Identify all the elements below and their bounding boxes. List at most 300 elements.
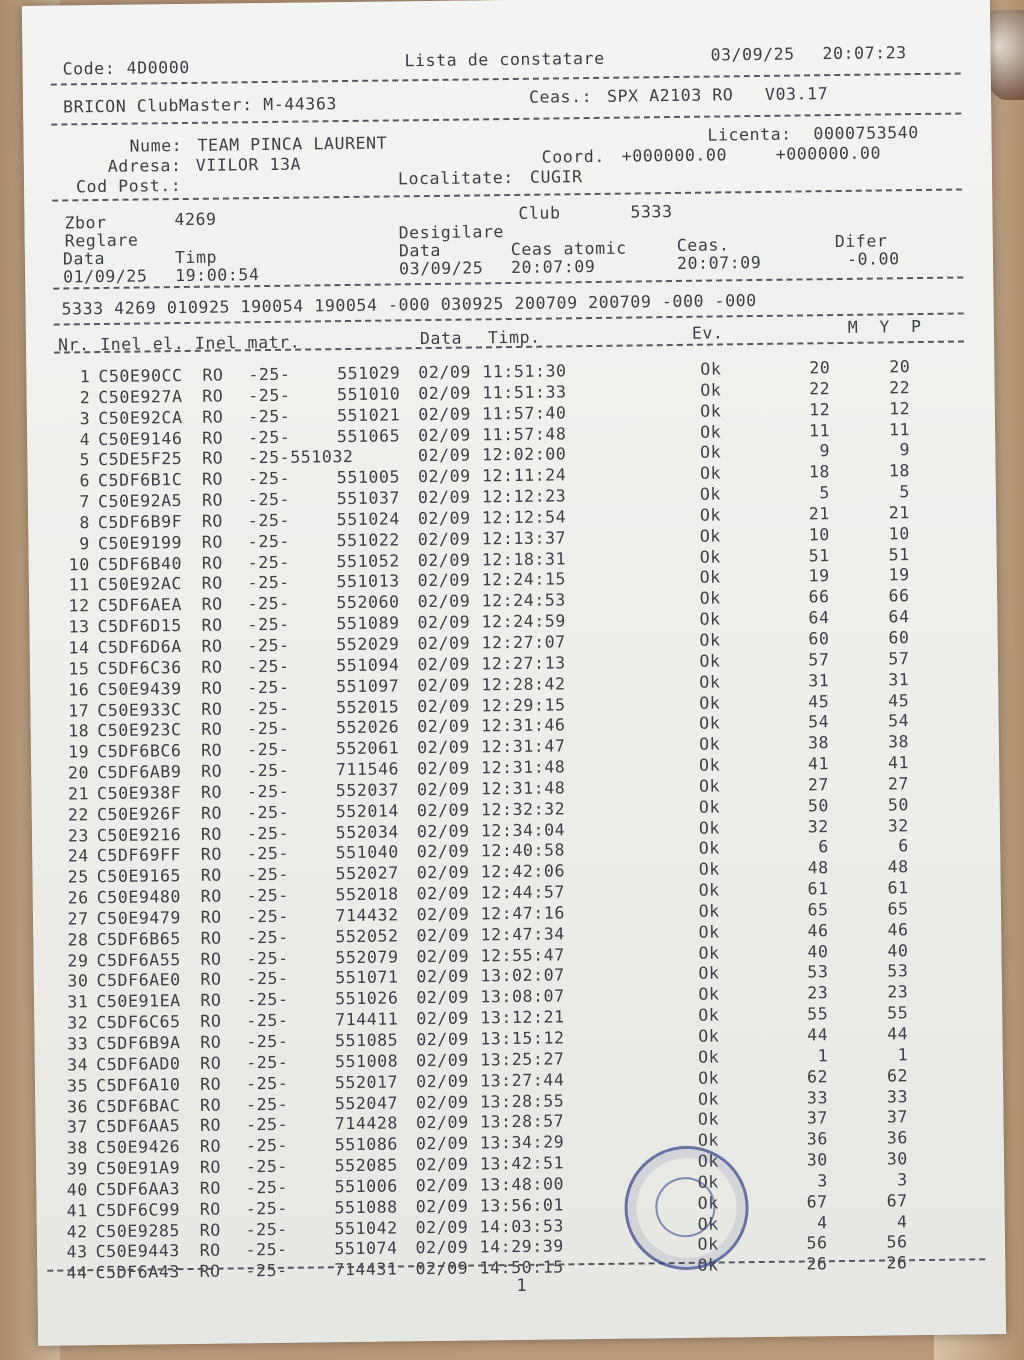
- ring-year: -25-: [245, 1219, 288, 1239]
- arrival-time: 14:29:39: [479, 1236, 565, 1257]
- ring-number: 552029: [336, 634, 400, 655]
- table-header-time: Timp.: [487, 327, 541, 348]
- ring-year: -25-: [247, 739, 290, 760]
- arrival-date: 02/09: [416, 967, 470, 987]
- electronic-ring: C5DF6B40: [97, 553, 183, 574]
- ring-number: 551086: [334, 1134, 399, 1155]
- position-m: 10: [808, 524, 830, 545]
- ring-year: -25-: [246, 865, 290, 885]
- arrival-date: 02/09: [416, 925, 470, 945]
- ring-year: -25-: [247, 594, 290, 614]
- position-p: 5: [899, 482, 911, 502]
- ring-year: -25-: [247, 760, 290, 781]
- event-status: Ok: [699, 484, 722, 504]
- ring-year: -25-: [247, 510, 291, 531]
- arrival-time: 13:08:07: [480, 986, 565, 1007]
- ring-number: 551097: [336, 676, 400, 696]
- ring-number: 551029: [337, 363, 401, 384]
- event-status: Ok: [699, 609, 721, 629]
- position-p: 48: [887, 857, 909, 877]
- ring-year: -25-: [247, 573, 290, 593]
- flight-value: 4269: [174, 209, 217, 230]
- position-m: 36: [806, 1129, 829, 1149]
- position-p: 12: [889, 398, 911, 419]
- arrival-time: 11:51:30: [482, 361, 567, 382]
- row-number: 40: [66, 1180, 88, 1200]
- position-p: 22: [889, 377, 911, 398]
- event-status: Ok: [697, 1255, 719, 1276]
- position-p: 67: [886, 1190, 908, 1211]
- position-m: 4: [816, 1212, 828, 1232]
- arrival-date: 02/09: [415, 1217, 469, 1237]
- arrival-date: 02/09: [416, 841, 470, 862]
- position-p: 65: [887, 899, 909, 919]
- ring-country: RO: [200, 1074, 222, 1094]
- ring-year: -25-: [246, 906, 289, 927]
- ring-year: -25-: [245, 1094, 289, 1114]
- code-label: Code:: [62, 58, 116, 79]
- position-p: 20: [889, 357, 911, 377]
- arrival-time: 14:50:15: [479, 1257, 564, 1278]
- arrival-date: 02/09: [417, 675, 471, 695]
- ring-year: -25-: [245, 1261, 288, 1281]
- table-header-event: Ev.: [691, 323, 724, 343]
- ring-country: RO: [200, 865, 223, 886]
- position-p: 1: [897, 1045, 909, 1065]
- arrival-date: 02/09: [415, 1154, 469, 1175]
- row-number: 7: [79, 492, 91, 512]
- ring-year: -25-: [247, 552, 291, 572]
- electronic-ring: C5DF6B65: [96, 928, 182, 949]
- page-number: 1: [516, 1275, 527, 1297]
- row-number: 43: [66, 1242, 88, 1262]
- ring-year: -25-: [246, 1031, 289, 1052]
- ring-year: -25-: [248, 364, 291, 385]
- position-p: 3: [897, 1170, 908, 1190]
- arrival-date: 02/09: [416, 904, 470, 925]
- position-m: 62: [806, 1066, 829, 1087]
- arrival-date: 02/09: [417, 508, 471, 529]
- ring-country: RO: [201, 594, 223, 615]
- arrival-time: 12:18:31: [481, 548, 567, 569]
- ring-number: 551037: [336, 488, 401, 509]
- position-p: 40: [887, 940, 909, 961]
- event-status: Ok: [699, 588, 721, 609]
- arrival-time: 13:15:12: [480, 1028, 565, 1049]
- event-status: Ok: [698, 818, 721, 838]
- code-value: 4D0000: [126, 57, 190, 78]
- row-number: 10: [68, 554, 90, 575]
- setting-time: 19:00:54: [175, 265, 260, 286]
- position-p: 50: [887, 794, 910, 815]
- position-m: 41: [807, 754, 830, 774]
- electronic-ring: C5DF6B1C: [97, 470, 183, 491]
- electronic-ring: C5DF6D6A: [97, 637, 182, 658]
- locality-label: Localitate:: [397, 167, 514, 189]
- event-status: Ok: [697, 1130, 720, 1151]
- ring-number: 711546: [335, 759, 400, 780]
- ring-country: RO: [201, 469, 224, 490]
- position-p: 62: [886, 1065, 909, 1086]
- position-m: 19: [808, 566, 830, 586]
- position-m: 48: [807, 858, 829, 878]
- row-number: 26: [67, 888, 89, 908]
- ring-country: RO: [200, 928, 222, 948]
- event-status: Ok: [698, 880, 720, 900]
- arrival-time: 12:34:04: [480, 819, 566, 840]
- electronic-ring: C50E9199: [97, 532, 183, 553]
- ring-country: RO: [199, 1199, 221, 1219]
- ring-number: 552085: [334, 1155, 398, 1176]
- position-m: 44: [807, 1025, 829, 1045]
- row-number: 41: [66, 1200, 88, 1221]
- event-status: Ok: [698, 838, 721, 859]
- position-p: 61: [887, 878, 909, 898]
- position-m: 11: [808, 420, 831, 440]
- arrival-date: 02/09: [417, 466, 471, 487]
- unsealing-date: 03/09/25: [398, 258, 484, 279]
- arrival-time: 12:32:32: [480, 799, 566, 820]
- position-p: 30: [886, 1149, 908, 1169]
- electronic-ring: C50E9165: [96, 866, 182, 887]
- ring-number: 551006: [334, 1176, 398, 1197]
- position-p: 64: [888, 607, 910, 627]
- ring-country: RO: [201, 490, 224, 510]
- arrival-time: 11:57:48: [482, 423, 567, 444]
- electronic-ring: C50E9443: [95, 1241, 181, 1262]
- arrival-date: 02/09: [415, 1112, 469, 1133]
- ring-country: RO: [199, 1115, 222, 1136]
- arrival-date: 02/09: [417, 570, 471, 591]
- position-p: 44: [887, 1024, 909, 1044]
- setting-date-label: Data: [62, 248, 106, 269]
- ring-number: 551052: [336, 550, 400, 571]
- event-status: Ok: [699, 713, 721, 734]
- name-value: TEAM PINCA LAURENT: [197, 133, 388, 155]
- arrival-date: 02/09: [415, 1133, 469, 1154]
- arrival-time: 12:12:23: [481, 486, 567, 507]
- arrival-time: 12:55:47: [480, 945, 565, 966]
- event-status: Ok: [698, 922, 720, 942]
- position-p: 10: [888, 523, 910, 544]
- locality-value: CUGIR: [529, 167, 583, 187]
- event-status: Ok: [700, 380, 722, 400]
- ring-country: RO: [200, 1053, 222, 1073]
- event-status: Ok: [697, 1234, 719, 1255]
- electronic-ring: C50E9285: [95, 1220, 181, 1241]
- event-status: Ok: [698, 859, 720, 880]
- ring-year: -25-: [248, 427, 291, 447]
- arrival-date: 02/09: [417, 737, 470, 758]
- position-p: 27: [887, 774, 910, 794]
- arrival-time: 12:40:58: [480, 840, 566, 861]
- event-status: Ok: [698, 1068, 720, 1088]
- ring-year: -25-: [248, 406, 291, 426]
- ring-year: -25-: [246, 781, 290, 802]
- coord-lon: +000000.00: [775, 143, 882, 164]
- electronic-ring: C5DF6AD0: [96, 1053, 181, 1074]
- ring-number: 551013: [336, 571, 400, 592]
- row-number: 18: [68, 721, 90, 741]
- arrival-date: 02/09: [415, 1175, 469, 1196]
- clock-label: Ceas.:: [528, 87, 593, 107]
- arrival-date: 02/09: [417, 550, 471, 570]
- event-status: Ok: [699, 442, 722, 463]
- position-m: 33: [806, 1087, 829, 1107]
- ring-country: RO: [202, 448, 224, 469]
- ring-year: -25-: [245, 1198, 289, 1219]
- arrival-time: 13:42:51: [479, 1153, 565, 1174]
- position-m: 64: [808, 608, 830, 628]
- arrival-time: 13:56:01: [479, 1195, 565, 1216]
- position-p: 4: [896, 1211, 908, 1231]
- ring-country: RO: [202, 386, 224, 406]
- ring-number: 552018: [335, 884, 399, 905]
- atomic-clock-label: Ceas atomic: [510, 238, 627, 260]
- ring-year: -25-: [246, 927, 289, 948]
- position-p: 41: [887, 753, 910, 773]
- ring-number: 551026: [335, 988, 399, 1009]
- ring-number: 552017: [334, 1072, 399, 1092]
- arrival-date: 02/09: [418, 383, 472, 403]
- arrival-time: 12:12:54: [481, 507, 567, 528]
- row-number: 32: [67, 1013, 89, 1033]
- row-number: 30: [67, 971, 89, 991]
- position-p: 33: [886, 1086, 909, 1107]
- event-status: Ok: [697, 1214, 719, 1234]
- row-number: 22: [67, 804, 90, 825]
- position-m: 3: [817, 1171, 828, 1191]
- ring-country: RO: [200, 970, 222, 990]
- row-number: 1: [79, 367, 91, 387]
- row-number: 29: [67, 950, 89, 971]
- position-p: 21: [888, 503, 910, 523]
- arrival-time: 13:28:57: [479, 1111, 565, 1132]
- ring-country: RO: [199, 1261, 221, 1282]
- ring-number: 714432: [335, 905, 399, 926]
- ring-country: RO: [201, 615, 223, 635]
- ring-year: -25-: [246, 844, 290, 864]
- address-label: Adresa:: [107, 156, 182, 176]
- print-date: 03/09/25: [710, 44, 795, 65]
- electronic-ring: C50E92AC: [97, 574, 183, 595]
- ring-number: 714411: [335, 1009, 399, 1030]
- row-number: 3: [79, 408, 91, 428]
- ring-country: RO: [199, 1178, 222, 1198]
- position-p: 55: [887, 1003, 909, 1023]
- event-status: Ok: [697, 1089, 720, 1109]
- ring-country: RO: [199, 1220, 221, 1240]
- ring-number: 552015: [336, 696, 400, 717]
- ring-year: -25-551032: [248, 447, 354, 468]
- ring-country: RO: [201, 678, 223, 698]
- electronic-ring: C5DF6BC6: [97, 741, 182, 762]
- electronic-ring: C50E9479: [96, 908, 182, 929]
- event-status: Ok: [699, 567, 721, 588]
- ring-country: RO: [200, 907, 222, 927]
- arrival-date: 02/09: [417, 591, 471, 612]
- arrival-time: 12:24:53: [481, 590, 567, 611]
- position-m: 37: [806, 1108, 829, 1128]
- ring-year: -25-: [247, 489, 291, 510]
- arrival-date: 02/09: [416, 1071, 469, 1091]
- position-p: 18: [888, 461, 911, 481]
- position-m: 67: [806, 1191, 828, 1212]
- electronic-ring: C50E90CC: [98, 366, 183, 387]
- table-header-left: Nr. Inel el. Inel matr.: [57, 332, 301, 355]
- row-number: 27: [67, 909, 89, 929]
- event-status: Ok: [700, 421, 722, 442]
- event-status: Ok: [698, 1005, 720, 1025]
- position-m: 32: [807, 816, 830, 836]
- arrival-date: 02/09: [417, 696, 471, 716]
- arrival-date: 02/09: [416, 883, 470, 904]
- event-status: Ok: [697, 1172, 719, 1192]
- row-number: 31: [67, 992, 89, 1012]
- address-value: VIILOR 13A: [195, 154, 302, 175]
- position-p: 54: [888, 711, 910, 731]
- row-number: 44: [66, 1263, 88, 1283]
- arrival-date: 02/09: [416, 1050, 470, 1071]
- row-number: 6: [79, 471, 91, 491]
- position-m: 6: [818, 837, 829, 857]
- electronic-ring: C50E926F: [96, 803, 182, 824]
- row-number: 11: [68, 575, 90, 595]
- arrival-date: 02/09: [415, 1238, 469, 1258]
- ring-number: 551065: [336, 425, 401, 446]
- arrival-time: 13:28:55: [479, 1090, 565, 1111]
- electronic-ring: C50E9439: [97, 678, 182, 699]
- ring-year: -25-: [245, 1136, 289, 1156]
- position-m: 55: [807, 1004, 829, 1024]
- clock-model: SPX A2103 RO: [606, 85, 734, 106]
- position-m: 57: [808, 649, 830, 670]
- ring-country: RO: [201, 699, 223, 719]
- position-m: 61: [807, 879, 829, 899]
- print-time: 20:07:23: [822, 43, 907, 64]
- position-p: 11: [888, 419, 911, 439]
- arrival-time: 14:03:53: [479, 1216, 565, 1237]
- arrival-time: 12:47:34: [480, 924, 565, 945]
- ring-number: 551022: [336, 530, 400, 550]
- arrival-time: 13:02:07: [480, 965, 565, 986]
- event-status: Ok: [699, 526, 722, 546]
- row-number: 13: [68, 617, 90, 637]
- row-number: 24: [67, 846, 89, 866]
- unsealing-date-label: Data: [398, 240, 442, 261]
- coord-lat: +000000.00: [621, 145, 728, 166]
- position-m: 38: [807, 733, 830, 753]
- arrival-date: 02/09: [418, 425, 471, 445]
- event-status: Ok: [699, 692, 721, 713]
- electronic-ring: C5DF69FF: [96, 845, 182, 866]
- ring-year: -25-: [248, 385, 291, 406]
- ring-year: -25-: [247, 614, 290, 635]
- arrival-date: 02/09: [416, 987, 470, 1008]
- event-status: Ok: [698, 1026, 720, 1046]
- position-m: 27: [807, 775, 830, 795]
- arrival-date: 02/09: [418, 404, 472, 424]
- row-number: 14: [68, 638, 90, 658]
- ring-country: RO: [199, 1095, 222, 1115]
- arrival-date: 02/09: [416, 1008, 470, 1029]
- ring-number: 551094: [336, 655, 400, 675]
- row-number: 23: [67, 825, 90, 846]
- arrival-time: 13:12:21: [480, 1007, 565, 1028]
- ring-year: -25-: [246, 885, 289, 906]
- row-number: 5: [79, 450, 91, 470]
- arrival-time: 12:44:57: [480, 882, 566, 903]
- position-p: 60: [888, 628, 910, 648]
- position-m: 9: [819, 441, 831, 461]
- ring-country: RO: [201, 657, 223, 677]
- ring-year: -25-: [247, 656, 290, 677]
- divider: [52, 188, 962, 201]
- electronic-ring: C50E933C: [97, 699, 182, 720]
- position-m: 12: [809, 399, 831, 420]
- arrival-date: 02/09: [416, 946, 470, 966]
- row-number: 25: [67, 867, 89, 887]
- position-p: 32: [887, 815, 910, 836]
- ring-number: 551005: [336, 467, 401, 488]
- event-status: Ok: [699, 505, 722, 525]
- ring-country: RO: [201, 511, 224, 531]
- arrival-date: 02/09: [418, 362, 472, 383]
- arrival-time: 12:47:16: [480, 903, 566, 924]
- arrival-time: 12:29:15: [481, 694, 566, 715]
- ring-country: RO: [202, 407, 224, 427]
- position-p: 9: [899, 440, 911, 460]
- document-title: Lista de constatare: [404, 48, 605, 71]
- electronic-ring: C5DF6A55: [96, 949, 181, 970]
- results-table: [50, 356, 981, 1284]
- row-number: 33: [67, 1034, 89, 1054]
- table-header-myp: M Y P: [847, 316, 922, 337]
- coord-label: Coord.: [541, 146, 606, 167]
- arrival-date: 02/09: [415, 1196, 469, 1216]
- position-m: 60: [808, 629, 830, 649]
- electronic-ring: C5DF6B9F: [97, 511, 183, 532]
- ring-year: -25-: [247, 719, 290, 739]
- arrival-date: 02/09: [417, 716, 471, 737]
- position-m: 46: [807, 920, 829, 941]
- position-m: 22: [809, 378, 831, 399]
- ring-country: RO: [200, 886, 222, 906]
- ring-number: 552014: [335, 801, 400, 821]
- event-status: Ok: [699, 651, 721, 671]
- position-p: 57: [888, 648, 910, 669]
- ring-country: RO: [200, 824, 223, 844]
- position-m: 26: [806, 1254, 828, 1274]
- arrival-time: 12:24:59: [481, 611, 566, 632]
- ring-number: 551010: [336, 384, 401, 404]
- row-number: 9: [79, 533, 90, 554]
- license-value: 0000753540: [813, 123, 919, 144]
- ring-number: 551074: [334, 1238, 398, 1259]
- arrival-date: 02/09: [417, 612, 471, 633]
- ring-year: -25-: [245, 1156, 289, 1177]
- device-name: BRICON ClubMaster: M-44363: [62, 94, 338, 117]
- position-p: 66: [888, 586, 910, 606]
- position-m: 56: [806, 1233, 828, 1253]
- arrival-date: 02/09: [416, 800, 470, 820]
- electronic-ring: C50E92CA: [98, 407, 183, 428]
- electronic-ring: C50E9480: [96, 887, 182, 908]
- clock-version: V03.17: [764, 84, 829, 104]
- position-m: 1: [817, 1046, 829, 1066]
- ring-country: RO: [201, 573, 223, 594]
- ring-number: 552027: [335, 863, 399, 884]
